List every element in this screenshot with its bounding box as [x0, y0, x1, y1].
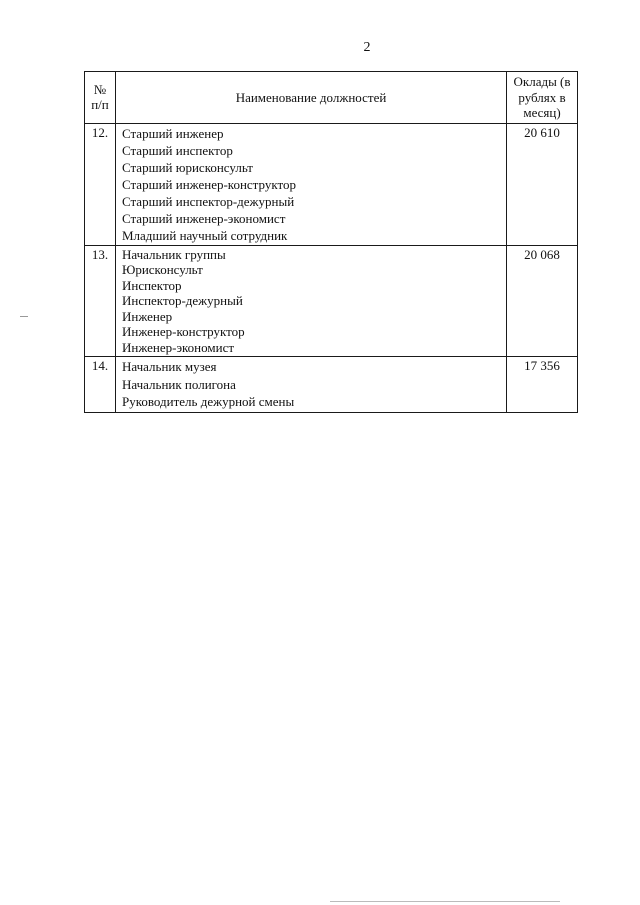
- position-item: Руководитель дежурной смены: [121, 394, 295, 409]
- position-item: Инспектор-дежурный: [121, 293, 243, 308]
- position-item: Начальник группы: [121, 246, 226, 262]
- salary-value: 20 068: [507, 245, 578, 357]
- position-list: [115, 245, 506, 357]
- header-number: [85, 72, 116, 124]
- salary-value: 20 610: [507, 123, 578, 245]
- header-salary-line-3: месяц): [523, 105, 561, 120]
- position-item: Инженер: [121, 308, 173, 324]
- position-item: Начальник полигона: [121, 376, 236, 392]
- position-item: Начальник музея: [121, 359, 217, 374]
- header-salary-line-2: рублях в: [518, 89, 566, 105]
- scan-edge-line: [330, 901, 560, 902]
- table-row: [85, 245, 578, 357]
- position-item: Юрисконсульт: [121, 262, 203, 277]
- position-item: Инженер-экономист: [121, 339, 235, 355]
- position-item: Старший инспектор: [121, 142, 233, 158]
- position-item: Старший юрисконсульт: [121, 159, 253, 175]
- position-item: Старший инспектор-дежурный: [121, 193, 295, 209]
- table-row: [85, 357, 578, 413]
- table-row: [85, 123, 578, 245]
- row-number: 13.: [85, 245, 116, 357]
- position-item: Старший инженер-экономист: [121, 210, 286, 226]
- position-list: [115, 123, 506, 245]
- header-salary: [507, 72, 578, 124]
- position-item: Инженер-конструктор: [121, 324, 245, 339]
- salary-table: [84, 71, 578, 413]
- position-item: Старший инженер: [121, 125, 224, 141]
- position-item: Старший инженер-конструктор: [121, 176, 297, 192]
- position-item: Младший научный сотрудник: [121, 227, 288, 243]
- header-salary-line-1: Оклады (в: [513, 74, 571, 89]
- header-position-name: Наименование должностей: [115, 72, 506, 124]
- table-header-row: [85, 72, 578, 124]
- position-item: Инспектор: [121, 277, 182, 293]
- row-number: 12.: [85, 123, 116, 245]
- salary-value: 17 356: [507, 357, 578, 413]
- header-number-abbr: п/п: [91, 97, 109, 113]
- header-number-symbol: №: [93, 81, 107, 97]
- margin-mark: [20, 316, 28, 317]
- page-number: 2: [363, 40, 371, 55]
- row-number: 14.: [85, 357, 116, 413]
- position-list: [115, 357, 506, 413]
